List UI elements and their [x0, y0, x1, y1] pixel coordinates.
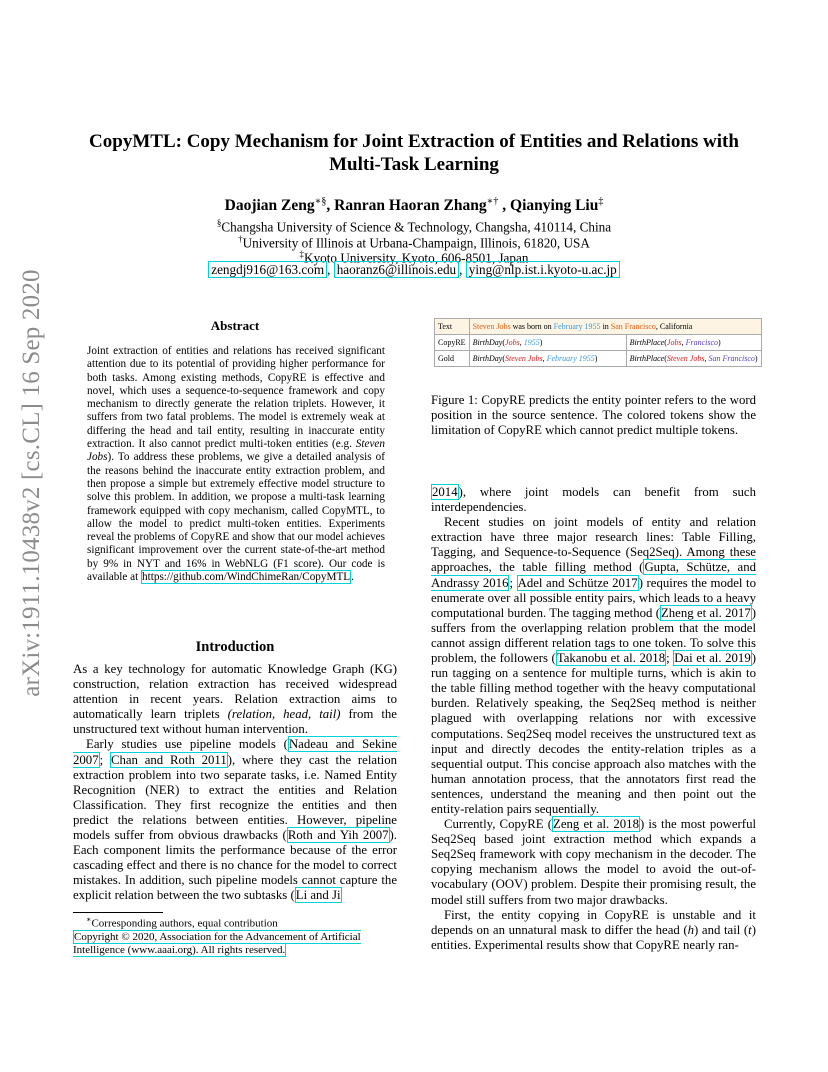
- table-row: [435, 319, 762, 335]
- paragraph-text: ) and tail (: [694, 922, 749, 937]
- paragraph: [431, 817, 756, 908]
- relation: BirthDay: [472, 338, 503, 347]
- author-separator: ,: [326, 197, 335, 215]
- paragraph-text: First, the entity copying in CopyRE is unstable and it depends on an unnatural mask to differ the head (: [431, 907, 756, 937]
- entity: Jobs: [505, 338, 520, 347]
- relation: BirthDay: [472, 354, 503, 363]
- affiliation-mark: §: [216, 218, 222, 228]
- citation-link[interactable]: Gupta, Schütze, and Andrassy 2016: [431, 560, 756, 590]
- paragraph-text: ), where they cast the relation extraction problem into two separate tasks, i.e. Named Entity Recognition (NER) to extract the entities and Relation Classification. They first recognize the entities and then predict the relations between entities. However, pipeline models suffer from obvious drawbacks (: [73, 752, 398, 843]
- punct: ,: [681, 338, 686, 347]
- relation: BirthPlace: [629, 338, 665, 347]
- citation-link[interactable]: Zheng et al. 2017: [660, 605, 751, 620]
- paragraph-text: As a key technology for automatic Knowledge Graph (KG) construction, relation extraction has received widespread attention in recent years. Relation extraction aims to automatically learn triplets: [73, 662, 397, 722]
- punct: (: [664, 338, 667, 347]
- abstract-body: [87, 345, 385, 584]
- affiliation-text: Kyoto University, Kyoto, 606-8501, Japan: [304, 250, 529, 266]
- paragraph-text: ) is the most powerful Seq2Seq based joint extraction method which expands a Seq2Seq framework with copy mechanism in the decoder. The copying mechanism allows the model to avoid the out-of-vocabulary (OOV) problem. Despite their promising result, the model still suffers from two major drawbacks.: [431, 817, 757, 907]
- abstract-heading: Abstract: [210, 318, 260, 333]
- token: February 1955: [553, 322, 601, 331]
- citation-link[interactable]: Adel and Schütze 2017: [517, 575, 638, 590]
- math-symbol: h: [687, 922, 695, 937]
- right-column-body: [431, 485, 756, 953]
- punct: ): [594, 354, 598, 363]
- abstract-text: .: [351, 571, 354, 584]
- copyright-text[interactable]: Copyright © 2020, Association for the Advancement of Artificial Intelligence (www.aaai.org). All rights reserved.: [73, 930, 361, 956]
- email-link[interactable]: ying@nlp.ist.i.kyoto-u.ac.jp: [466, 261, 620, 278]
- copyre-triple-1: [469, 335, 626, 351]
- citation-link[interactable]: Chan and Roth 2011: [110, 752, 227, 767]
- abstract-text: Joint extraction of entities and relations has received significant attention due to its potential of providing higher performance for both tasks. Among existing methods, CopyRE is effective and novel, which uses a sequence-to-sequence framework and copy mechanism to directly generate the relation triplets. However, it suffers from two fatal problems. The model is extremely weak at differing the head and tail entity, resulting in inaccurate entity extraction. It also cannot predict multi-token entities (e.g.: [87, 345, 385, 451]
- paragraph-text: Early studies use pipeline models (: [86, 737, 288, 752]
- paragraph-text: ). Each component limits the performance because of the error cascading effect and there is no chance for the model to correct mistakes. In addition, such pipeline models cannot capture the explicit relation between the two subtasks (: [73, 828, 397, 903]
- citation-link[interactable]: Takanobu et al. 2018: [556, 651, 666, 666]
- arxiv-stamp: arXiv:1911.10438v2 [cs.CL] 16 Sep 2020: [18, 269, 45, 697]
- author-name: Qianying Liu: [510, 197, 599, 215]
- affiliation-text: Changsha University of Science & Technology, Changsha, 410114, China: [221, 219, 612, 235]
- paragraph: [431, 485, 756, 515]
- entity: Steven Jobs: [666, 354, 705, 363]
- copyre-triple-2: [626, 335, 761, 351]
- token: Steven Jobs: [472, 322, 511, 331]
- email-separator: ,: [459, 262, 466, 277]
- source-sentence: [469, 319, 761, 335]
- figure-1-table: [434, 318, 762, 367]
- entity: Francisco: [685, 338, 718, 347]
- paragraph: [431, 908, 756, 953]
- math-symbol: t: [748, 922, 752, 937]
- intro-body: [73, 662, 397, 904]
- author-mark: ∗†: [486, 196, 499, 207]
- paragraph-text: ) run tagging on a sentence for multiple turns, which is akin to the table filling method together with the heavy computational burden. Relatively speaking, the Seq2Seq method is neither plagued with overlapping relations nor with excessive computations. Seq2Seq model receives the unstructured text as input and directly decodes the entity-relation triples as a sequential output. This concise approach also matches with the human annotation process, that the annotators first read the sentences, understand the meaning and then point out the entity-relation pairs sequentially.: [431, 651, 756, 816]
- citation-link[interactable]: 2014: [432, 485, 458, 499]
- author-emails: [70, 262, 758, 278]
- citation-link[interactable]: Li and Ji: [295, 888, 341, 903]
- footnote: [73, 913, 397, 957]
- author-mark: ‡: [598, 196, 604, 207]
- punct: ,: [519, 338, 524, 347]
- entity: February 1955: [546, 354, 595, 363]
- affiliation-mark: †: [238, 234, 243, 244]
- citation-link[interactable]: Nadeau and Sekine 2007: [73, 737, 397, 767]
- email-separator: ,: [327, 262, 334, 277]
- paragraph: [73, 737, 397, 903]
- paragraph-text: ;: [666, 651, 674, 666]
- row-label-copyre: CopyRE: [435, 335, 470, 351]
- paragraph: [73, 662, 397, 737]
- abstract-emphasis: Steven Jobs: [87, 438, 385, 464]
- paragraph-text: Recent studies on joint models of entity and relation extraction have three major research lines: Table Filling, Tagging, and Sequence-to-Sequence (Seq2Seq). Among these approaches, the table filling method (: [431, 515, 756, 575]
- paragraph-text: from the unstructured text without human intervention.: [73, 707, 397, 737]
- citation-link[interactable]: Roth and Yih 2007: [287, 828, 389, 843]
- affiliation-mark: ‡: [299, 249, 305, 259]
- author-separator: ,: [498, 197, 511, 215]
- paper-title: [70, 130, 758, 176]
- row-label-gold: Gold: [435, 351, 470, 367]
- entity: Jobs: [666, 338, 682, 347]
- figure-1-caption: Figure 1: CopyRE predicts the entity pointer refers to the word position in the source sentence. The colored tokens show the limitation of CopyRE which cannot predict multiple tokens.: [431, 393, 756, 438]
- relation: BirthPlace: [629, 354, 665, 363]
- entity: San Francisco: [708, 354, 755, 363]
- token: was born on: [510, 322, 554, 331]
- email-link[interactable]: haoranz6@illinois.edu: [334, 261, 459, 278]
- paragraph-text: ) suffers from the overlapping relation problem that the model cannot assign different relation tags to one token. To solve this problem, the followers (: [431, 605, 756, 666]
- footnote-text: Corresponding authors, equal contribution: [91, 917, 278, 930]
- gold-triple-2: [626, 351, 761, 367]
- title-line-2: Multi-Task Learning: [329, 154, 499, 175]
- punct: ,: [542, 354, 547, 363]
- paragraph-text: Currently, CopyRE (: [444, 817, 553, 832]
- author-name: Ranran Haoran Zhang: [334, 197, 487, 215]
- code-url-link[interactable]: https://github.com/WindChimeRan/CopyMTL: [142, 571, 351, 584]
- token: in: [600, 322, 611, 331]
- title-line-1: CopyMTL: Copy Mechanism for Joint Extraction of Entities and Relations with: [89, 131, 739, 152]
- entity: Steven Jobs: [505, 354, 543, 363]
- paragraph-text: ;: [509, 575, 517, 590]
- email-link[interactable]: zengdj916@163.com: [208, 261, 327, 278]
- copyright-notice: [73, 931, 397, 957]
- footnote-mark: ∗: [86, 915, 92, 924]
- affiliation-text: University of Illinois at Urbana-Champaign, Illinois, 61820, USA: [242, 235, 590, 251]
- paragraph: [431, 515, 756, 817]
- punct: ): [754, 354, 758, 363]
- paragraph-text: ) entities. Experimental results show that CopyRE nearly ran-: [431, 922, 756, 952]
- paragraph-text: ), where joint models can benefit from such interdependencies.: [431, 485, 756, 515]
- gold-triple-1: [469, 351, 626, 367]
- figure-1: [434, 318, 762, 367]
- section-heading-introduction: Introduction: [195, 639, 275, 655]
- paragraph-emphasis: (relation, head, tail): [227, 707, 341, 722]
- table-row: [435, 335, 762, 351]
- entity: 1955: [523, 338, 540, 347]
- punct: ): [718, 338, 721, 347]
- table-row: [435, 351, 762, 367]
- citation-link[interactable]: Zeng et al. 2018: [553, 817, 639, 832]
- paragraph-text: ;: [99, 752, 110, 767]
- punct: (: [502, 338, 506, 347]
- punct: ): [539, 338, 543, 347]
- paragraph-text: ) requires the model to enumerate over all possible entity pairs, which leads to a heavy computational burden. The tagging method (: [431, 575, 756, 620]
- row-label-text: Text: [435, 319, 470, 335]
- punct: (: [502, 354, 506, 363]
- punct: ,: [704, 354, 709, 363]
- token: , California: [655, 322, 693, 331]
- author-mark: ∗§: [314, 196, 327, 207]
- author-list: [70, 196, 758, 215]
- author-name: Daojian Zeng: [224, 197, 315, 215]
- citation-link[interactable]: Dai et al. 2019: [674, 651, 751, 666]
- abstract-text: ). To address these problems, we give a detailed analysis of the reasons behind the inaccurate entity extraction problem, and then propose a simple but extremely effective model structure to solve this problem. In addition, we propose a multi-task learning framework equipped with copy mechanism, called CopyMTL, to allow the model to predict multi-token entities. Experiments reveal the problems of CopyRE and show that our model achieves significant improvement over the current state-of-the-art method by 9% in NYT and 16% in WebNLG (F1 score). Our code is available at: [87, 451, 385, 584]
- punct: (: [664, 354, 667, 363]
- footnote-line: [73, 913, 397, 931]
- token: San Francisco: [610, 322, 656, 331]
